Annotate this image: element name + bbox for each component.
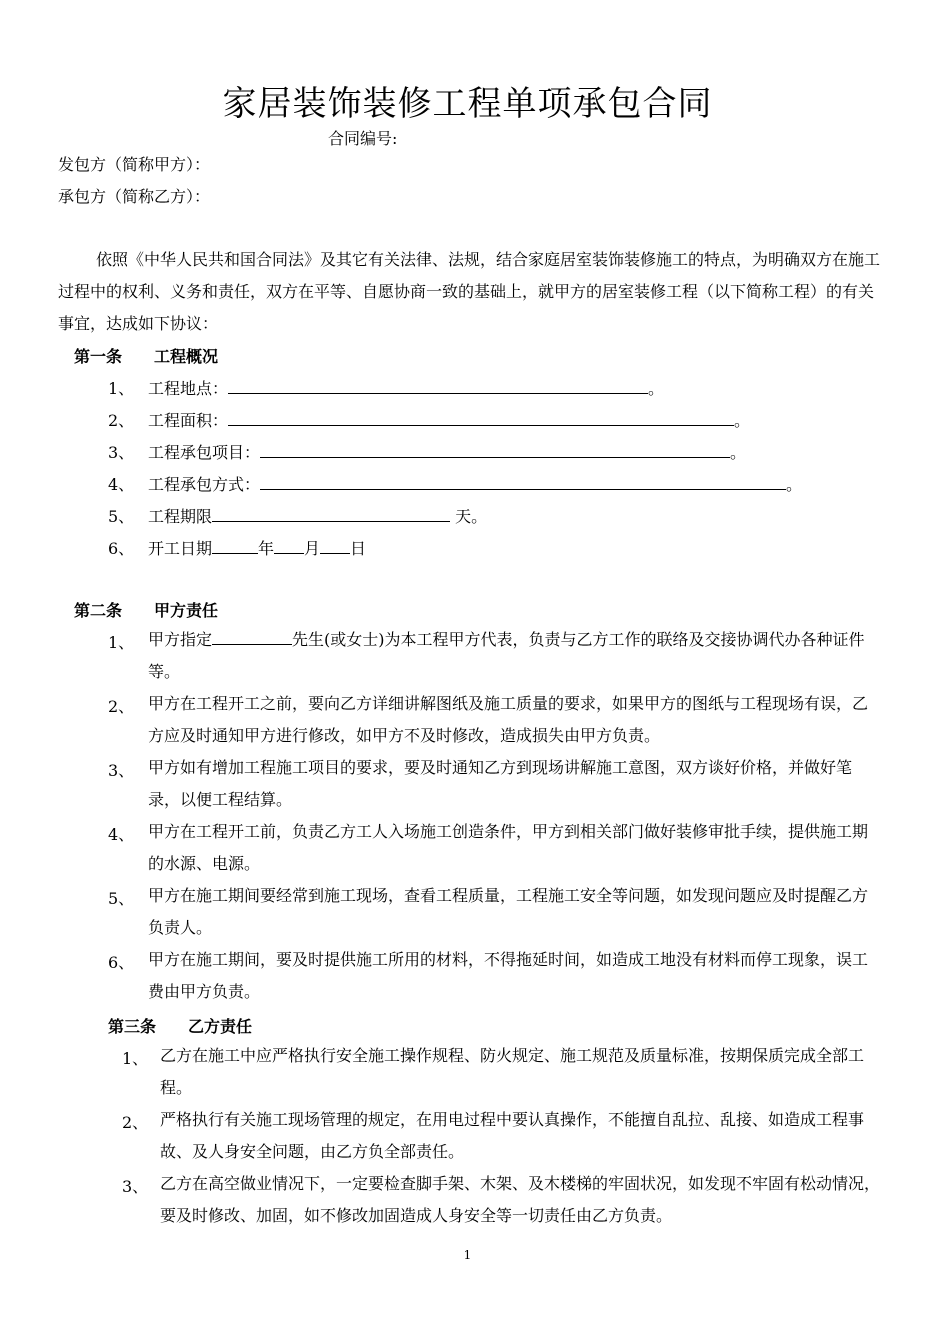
section-2-item-6-text: 甲方在施工期间，要及时提供施工所用的材料，不得拖延时间，如造成工地没有材料而停工现象，误工费由甲方负责。: [148, 950, 869, 1001]
item-number: 6、: [108, 539, 135, 558]
section-3-heading: [108, 1014, 252, 1037]
section-1-heading: [74, 344, 218, 367]
section-2-item-3-text: 甲方如有增加工程施工项目的要求，要及时通知乙方到现场讲解施工意图，双方谈好价格，并做好笔录，以便工程结算。: [148, 758, 853, 809]
fill-in-blank[interactable]: [228, 411, 734, 426]
representative-blank[interactable]: [212, 630, 292, 645]
item-number: 4、: [108, 475, 135, 494]
section-2-title: 甲方责任: [154, 601, 219, 620]
item-label: 工程面积：: [148, 411, 229, 430]
section-3-number: 第三条: [108, 1017, 157, 1036]
party-b-label: 承包方（简称乙方）：: [58, 187, 211, 206]
item-number: 6、: [108, 953, 135, 972]
section-2-item-1-text: 甲方指定 先生(或女士)为本工程甲方代表，负责与乙方工作的联络及交接协调代办各种证件等。: [148, 630, 865, 681]
fill-in-blank[interactable]: [260, 475, 786, 490]
fill-in-blank[interactable]: [260, 443, 730, 458]
month-blank[interactable]: [274, 539, 304, 554]
item-label: 工程地点：: [148, 379, 229, 398]
party-a-label: 发包方（简称甲方）：: [58, 155, 211, 174]
section-2-item-4-text: 甲方在工程开工前，负责乙方工人入场施工创造条件，甲方到相关部门做好装修审批手续，提供施工期的水源、电源。: [148, 822, 869, 873]
section-1-number: 第一条: [74, 347, 123, 366]
page-number: 1: [463, 1248, 472, 1262]
item-number: 1、: [108, 379, 135, 398]
item-label: 工程承包方式：: [148, 475, 261, 494]
item-number: 3、: [108, 761, 135, 780]
fill-in-blank[interactable]: [212, 507, 450, 522]
document-title: 家居装饰装修工程单项承包合同: [222, 84, 713, 124]
item-number: 5、: [108, 889, 135, 908]
item-number: 1、: [108, 633, 135, 652]
section-3-item-2-text: 严格执行有关施工现场管理的规定，在用电过程中要认真操作，不能擅自乱拉、乱接、如造成工程事故、及人身安全问题，由乙方负全部责任。: [160, 1110, 865, 1161]
year-blank[interactable]: [212, 539, 258, 554]
item-number: 2、: [122, 1113, 149, 1132]
contract-page: 家居装饰装修工程单项承包合同 合同编号: 发包方（简称甲方）： 承包方（简称乙方）： 依照《中华人民共和国合同法》及其它有关法律、法规，结合家庭居室装饰装修施工的特点，为明确双方在施工过程中的权利、义务和责任，双方在平等、自愿协商一致的基础上，就甲方的居室装修工程（以下简称工程）的有关事宜，达成如下协议： 第一条 工程概况 1、 工程地点： 。 2、 工程面积： 。 3、 工程承包项目： 。 4、 工程承包方式： 。 5、 工程期限 天。 6、 开工日期 年 月 日 第二条 甲方责任 1、 甲方指定 先生(或女士)为本工程甲方代表，负责与乙方工作的联络及交接协调代办各种证件等。 2、 甲方在工程开工之前，要向乙方详细讲解图纸及施工质量的要求，如果甲方的图纸与工程现场有误，乙方应及时通知甲方进行修改，如甲方不及时修改，造成损失由甲方负责。 3、 甲方如有增加工程施工项目的要求，要及时通知乙方到现场讲解施工意图，双方谈好价格，并做好笔录，以便工程结算。 4、 甲方在工程开工前，负责乙方工人入场施工创造条件，甲方到相关部门做好装修审批手续，提供施工期的水源、电源。 5、 甲方在施工期间要经常到施工现场，查看工程质量，工程施工安全等问题，如发现问题应及时提醒乙方负责人。 6、 甲方在施工期间，要及时提供施工所用的材料，不得拖延时间，如造成工地没有材料而停工现象，误工费由甲方负责。 第三条 乙方责任 1、 乙方在施工中应严格执行安全施工操作规程、防火规定、施工规范及质量标准，按期保质完成全部工程。 2、 严格执行有关施工现场管理的规定，在用电过程中要认真操作，不能擅自乱拉、乱接、如造成工程事故、及人身安全问题，由乙方负全部责任。 3、 乙方在高空做业情况下，一定要检查脚手架、木架、及木楼梯的牢固状况，如发现不牢固有松动情况，要及时修改、加固，如不修改加固造成人身安全等一切责任由乙方负责。 1: [0, 0, 950, 1344]
item-label: 工程期限: [148, 507, 213, 526]
section-3-item-1-text: 乙方在施工中应严格执行安全施工操作规程、防火规定、施工规范及质量标准，按期保质完成全部工程。: [160, 1046, 865, 1097]
section-3-title: 乙方责任: [188, 1017, 253, 1036]
section-3-item-3-text: 乙方在高空做业情况下，一定要检查脚手架、木架、及木楼梯的牢固状况，如发现不牢固有松动情况，要及时修改、加固，如不修改加固造成人身安全等一切责任由乙方负责。: [160, 1174, 881, 1225]
item-number: 2、: [108, 697, 135, 716]
item-number: 4、: [108, 825, 135, 844]
item-number: 5、: [108, 507, 135, 526]
item-label: 工程承包项目：: [148, 443, 261, 462]
fill-in-blank[interactable]: [228, 379, 648, 394]
item-number: 2、: [108, 411, 135, 430]
section-2-item-5-text: 甲方在施工期间要经常到施工现场，查看工程质量，工程施工安全等问题，如发现问题应及时提醒乙方负责人。: [148, 886, 869, 937]
item-number: 3、: [122, 1177, 149, 1196]
section-2-number: 第二条: [74, 601, 123, 620]
item-number: 1、: [122, 1049, 149, 1068]
contract-number-label: 合同编号:: [328, 129, 398, 148]
section-2-heading: [74, 598, 218, 621]
item-label: 开工日期: [148, 539, 213, 558]
intro-paragraph: 依照《中华人民共和国合同法》及其它有关法律、法规，结合家庭居室装饰装修施工的特点，为明确双方在施工过程中的权利、义务和责任，双方在平等、自愿协商一致的基础上，就甲方的居室装修工程（以下简称工程）的有关事宜，达成如下协议：: [58, 250, 881, 333]
day-blank[interactable]: [320, 539, 350, 554]
item-number: 3、: [108, 443, 135, 462]
section-1-title: 工程概况: [154, 347, 219, 366]
section-2-item-2-text: 甲方在工程开工之前，要向乙方详细讲解图纸及施工质量的要求，如果甲方的图纸与工程现场有误，乙方应及时通知甲方进行修改，如甲方不及时修改，造成损失由甲方负责。: [148, 694, 869, 745]
